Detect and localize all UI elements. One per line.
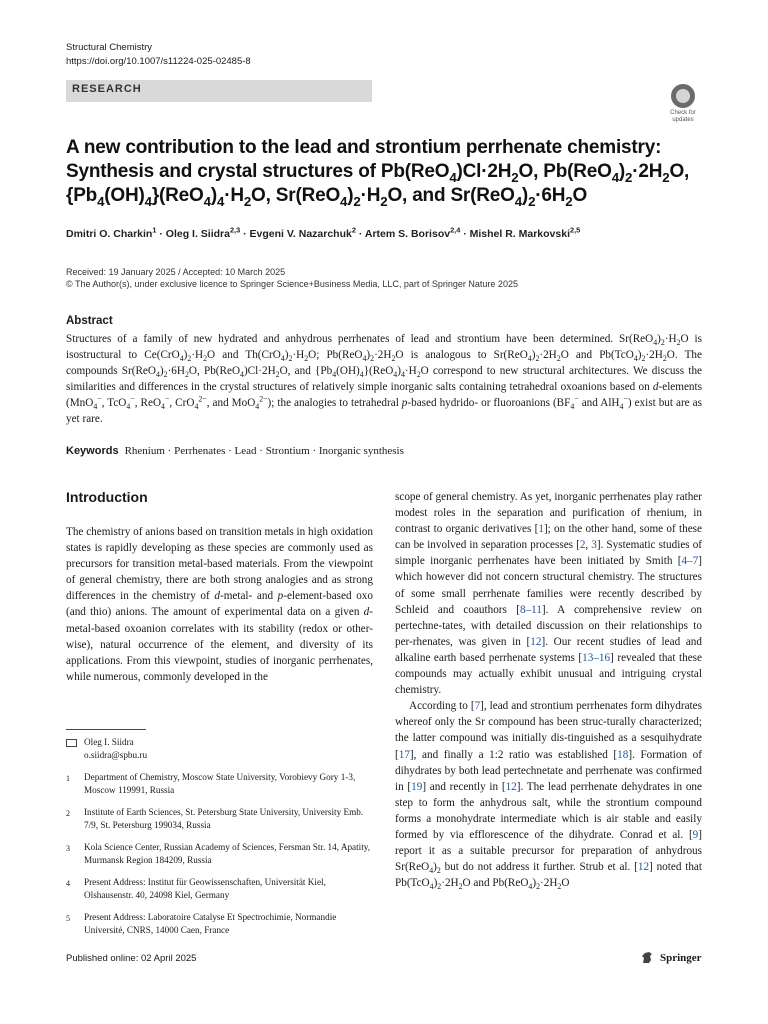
article-title: A new contribution to the lead and strontium perrhenate chemistry: Synthesis and crystal structures of $Pb(ReO_4)Cl\cdot 2H_2O$, $Pb(ReO_4)_2\cdot 2H_2O$, $\{Pb_4(OH)_4\}(ReO_4)_4\cdot H_2O$, $Sr(ReO_4)_2\cdot H_2O$, and $Sr(ReO_4)_2\cdot 6H_2O$ xyxy=(66,137,690,209)
intro-column-right xyxy=(395,489,702,891)
introduction-heading: Introduction xyxy=(66,489,148,505)
affiliation xyxy=(66,771,373,797)
received-accepted: Received: 19 January 2025 / Accepted: 10 March 2025 xyxy=(66,267,286,277)
corresponding-email[interactable]: o.siidra@spbu.ru xyxy=(84,750,148,760)
doi-link[interactable]: https://doi.org/10.1007/s11224-025-02485-8 xyxy=(66,56,251,67)
section-label: RESEARCH xyxy=(72,83,142,95)
affiliation-text: Present Address: Institut für Geowissenschaften, Universität Kiel, Olshausenstr. 40, 24098 Kiel, Germany xyxy=(84,877,326,900)
keywords-heading: Keywords xyxy=(66,445,119,457)
published-online: Published online: 02 April 2025 xyxy=(66,953,197,964)
envelope-icon xyxy=(66,739,77,747)
check-for-updates-badge[interactable] xyxy=(664,84,702,124)
affiliation-mark: 3 xyxy=(66,844,70,853)
abstract-text: Structures of a family of new hydrated and anhydrous perrhenates of lead and strontium have been determined. $Sr(ReO_4)_2\cdot H_2O$ is isostructural to $Ce(CrO_4)_2\cdot H_2O$ and $Th(CrO_4)_2\cdot H_2O$; $Pb(ReO_4)_2\cdot 2H_2O$ is analogous to $Sr(ReO_4)_2\cdot 2H_2O$ and $Pb(TcO_4)_2\cdot 2H_2O$. The compounds $Sr(ReO_4)_2\cdot 6H_2O$, $Pb(ReO_4)Cl\cdot 2H_2O$, and $\{Pb_4(OH)_4\}(ReO_4)_4\cdot H_2O$ correspond to new structural architectures. We discuss the similarities and differences in the crystal structures of relatively simple inorganic salts containing tetrahedral oxoanions based on d-elements (MnO$_4$−, TcO$_4$−, ReO$_4$−, CrO$_4^{2-}$, and MoO$_4^{2-}$); the analogies to tetrahedral p-based hydrido- or fluoroanions ($BF_4^-$ and AlH$_4$−) exist but are as yet rare. xyxy=(66,333,703,425)
publisher-name: Springer xyxy=(660,952,702,964)
check-updates-icon xyxy=(671,84,695,108)
affiliation-text: Institute of Earth Sciences, St. Petersburg State University, University Emb. 7/9, St. Petersburg 199034, Russia xyxy=(84,807,364,830)
affiliation-text: Kola Science Center, Russian Academy of Sciences, Fersman Str. 14, Apatity, Murmansk Region 184209, Russia xyxy=(84,842,371,865)
corresponding-author xyxy=(66,736,373,762)
intro-paragraph: According to [7], lead and strontium perrhenates form dihydrates whereof only the Sr compound has been struc-turally characterized; the latter compound was initially dis-tinguished as a sesquihydrate [17], and finally a 1:2 ratio was established [18]. Formation of dihydrates by both lead pertechnetate and perrhenate was confirmed in [19] and recently in [12]. The lead perrhenate dehydrates in one step to form the anhydrous salt, while the strontium compound forms a monohydrate intermediate which is air stable and easily formed by via efflorescence of the dihydrate. Conrad et al. [9] report it as a suitable precursor for preparation of anhydrous $Sr(ReO_4)_2$ but do not address it further. Strub et al. [12] noted that $Pb(TcO_4)_2\cdot 2H_2O$ and $Pb(ReO_4)_2\cdot 2H_2O$ xyxy=(395,700,703,892)
section-bar xyxy=(66,80,372,102)
affiliation xyxy=(66,911,373,937)
springer-horse-icon xyxy=(640,951,654,965)
affiliation xyxy=(66,876,373,902)
intro-paragraph: The chemistry of anions based on transition metals in high oxidation states is rapidly developing as these species are commonly used as precursors for transition metal-based materials. From the viewpoint of general chemistry, there are both strong analogies and as strong differences in the chemistry of d-metal- and p-element-based oxo (and thio) anions. The amount of experimental data on a given d-metal-based oxoanion correlates with its stability (redox or other-wise), natural occurrence of the element, and diversity of its applications. From this viewpoint, studies of inorganic perrhenates, while numerous, commonly developed in the xyxy=(66,526,373,683)
journal-header xyxy=(66,41,251,69)
publisher-logo xyxy=(640,951,702,965)
abstract-heading: Abstract xyxy=(66,315,113,327)
journal-name: Structural Chemistry xyxy=(66,42,153,53)
check-updates-label: Check for updates xyxy=(670,110,696,123)
footnotes xyxy=(66,736,373,946)
affiliation-mark: 5 xyxy=(66,914,70,923)
affiliation xyxy=(66,841,373,867)
keywords xyxy=(66,445,404,457)
article-dates xyxy=(66,266,716,290)
copyright-line: © The Author(s), under exclusive licence to Springer Science+Business Media, LLC, part of Springer Nature 2025 xyxy=(66,279,518,289)
intro-column-left xyxy=(66,524,373,685)
author-list: Dmitri O. Charkin$^1$ · Oleg I. Siidra$^{2,3}$ · Evgeni V. Nazarchuk$^2$ · Artem S. Borisov$^{2,4}$ · Mishel R. Markovski$^{2,5}$ xyxy=(66,225,581,240)
corresponding-name: Oleg I. Siidra xyxy=(84,737,134,747)
affiliation xyxy=(66,806,373,832)
footnote-divider xyxy=(66,729,146,730)
affiliation-mark: 4 xyxy=(66,879,70,888)
keywords-list: Rhenium · Perrhenates · Lead · Strontium · Inorganic synthesis xyxy=(124,445,404,457)
affiliation-text: Present Address: Laboratoire Catalyse Et Spectrochimie, Normandie Université, CNRS, 14000 Caen, France xyxy=(84,912,337,935)
affiliation-mark: 2 xyxy=(66,809,70,818)
affiliation-mark: 1 xyxy=(66,774,70,783)
affiliation-text: Department of Chemistry, Moscow State University, Vorobievy Gory 1-3, Moscow 119991, Russia xyxy=(84,772,356,795)
intro-paragraph: scope of general chemistry. As yet, inorganic perrhenates play rather modest roles in the separation and purification of rhenium, in contrast to organic derivatives [1]; on the other hand, some of these can be involved in separation processes [2, 3]. Systematic studies of simple inorganic perrhenates have been initiated by Smith [4–7] which however did not concern structural chemistry. The structures of some small perrhenate families were recently described by Schleid and coauthors [8–11]. A comprehensive review on pertechne-tates, with detailed discussion on their relationships to per-rhenates, was given in [12]. Our recent studies of lead and alkaline earth based perrhenate systems [13–16] revealed that these compounds may actually exhibit unusual and intriguing crystal chemistry. xyxy=(395,491,703,697)
